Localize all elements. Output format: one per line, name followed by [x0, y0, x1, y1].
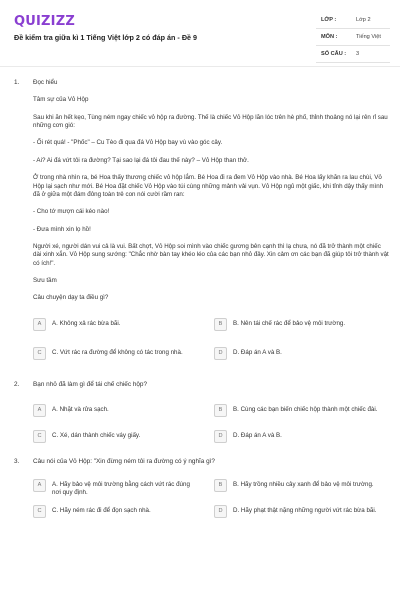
option-letter-box: C	[33, 347, 46, 360]
option-text: D. Hãy phạt thật nặng những người vứt rác bừa bãi.	[233, 507, 377, 514]
story-paragraph: Ở trong nhà nhìn ra, bé Hoa thấy thương chiếc vỏ hộp lắm. Bé Hoa đi ra đem Vỏ Hộp vào nhà. Bé Hoa lấy khăn ra lau chùi, Vỏ Hộp lại sạch như mới. Bé Hoa đặt chiếc Vỏ Hộp vào túi cùng những mảnh vải vụn. Vỏ Hộp ngủ một giấc, khi tỉnh dậy thấy mình đã ở giữa một đám đông toàn trẻ con nói cười rầm ran:	[33, 174, 384, 198]
option-letter-box: A	[33, 404, 46, 417]
option-text: B. Cùng các bạn biến chiếc hộp thành một chiếc đài.	[233, 406, 378, 413]
option-text: B. Nên tái chế rác để bảo vệ môi trường.	[233, 320, 346, 327]
meta-value: Lớp 2	[356, 17, 371, 23]
question-number: 1.	[14, 79, 20, 86]
section-label: Đọc hiểu	[33, 79, 58, 86]
question-body	[33, 79, 389, 312]
option-text: C. Xé, dán thành chiếc váy giấy.	[52, 432, 141, 439]
meta-row-subject	[316, 29, 390, 46]
question-prompt: Bạn nhỏ đã làm gì để tái chế chiếc hộp?	[33, 381, 148, 388]
option-letter-box: B	[214, 479, 227, 492]
option-letter-box: A	[33, 479, 46, 492]
meta-row-class	[316, 12, 390, 29]
meta-value: Tiếng Việt	[356, 34, 381, 40]
option-text: B. Hãy trồng nhiều cây xanh để bảo vệ môi trường.	[233, 481, 374, 488]
option-letter-box: B	[214, 404, 227, 417]
story-paragraph: - Ối rét quá! - "Phốc" – Cu Tèo đi qua đá Vỏ Hộp bay vù vào góc cây.	[33, 139, 223, 147]
worksheet-title: Đề kiểm tra giữa kì 1 Tiếng Việt lớp 2 có đáp án - Đề 9	[14, 33, 198, 42]
option-letter-box: C	[33, 430, 46, 443]
worksheet-header	[0, 0, 400, 66]
story-title: Tâm sự của Vỏ Hộp	[33, 96, 89, 104]
quizizz-logo: QUIZIZZ	[14, 14, 75, 29]
meta-table	[316, 12, 390, 63]
option-letter-box: D	[214, 430, 227, 443]
option-letter-box: D	[214, 347, 227, 360]
story-paragraph: - Ai? Ai đá vứt tôi ra đường? Tại sao lại đá tôi đau thế này? – Vỏ Hộp than thở.	[33, 156, 249, 164]
question-number: 3.	[14, 458, 20, 465]
header-divider	[0, 66, 400, 67]
story-paragraph: - Đưa mình xin lọ hồ!	[33, 225, 91, 233]
option-text: C. Vứt rác ra đường để không có tác trong nhà.	[52, 349, 183, 356]
question-body	[33, 458, 389, 467]
meta-value: 3	[356, 51, 360, 57]
option-letter-box: A	[33, 318, 46, 331]
option-text: C. Hãy ném rác đi để đọn sạch nhà.	[52, 507, 151, 514]
question-number: 2.	[14, 381, 20, 388]
option-text: A. Hãy bảo vệ môi trường bằng cách vứt rác đúng nơi quy định.	[52, 481, 190, 497]
meta-label: MÔN :	[321, 34, 338, 40]
option-letter-box: C	[33, 505, 46, 518]
question-prompt: Câu nói của Vỏ Hộp: "Xin đừng ném tôi ra đường có ý nghĩa gì?	[33, 458, 215, 465]
question-prompt: Câu chuyện dạy ta điều gì?	[33, 294, 109, 302]
option-text: D. Đáp án A và B.	[233, 432, 282, 439]
story-source: Sưu tầm	[33, 277, 57, 285]
option-letter-box: D	[214, 505, 227, 518]
meta-label: LỚP :	[321, 17, 337, 23]
option-text: A. Không xả rác bừa bãi.	[52, 320, 121, 327]
option-text: A. Nhặt và rửa sạch.	[52, 406, 109, 413]
story-paragraph: Sau khi ăn hết kẹo, Tùng ném ngay chiếc vỏ hộp ra đường. Thế là chiếc Vỏ Hộp lăn lóc trên hè phố, thỉnh thoảng nó lại rên rỉ sau những cơn gió:	[33, 113, 388, 130]
story-paragraph: - Cho tớ mượn cái kéo nào!	[33, 208, 110, 216]
question-body	[33, 381, 389, 390]
meta-label: SỐ CÂU :	[321, 51, 347, 57]
option-letter-box: B	[214, 318, 227, 331]
story-paragraph: Người xé, người dán vui cả là vui. Bất chợt, Vỏ Hộp soi mình vào chiếc gương bên cạnh thì lạ chưa, nó đã trở thành một chiếc dài xinh xắn. Vỏ Hộp sung sướng: "Chắc nhờ bàn tay khéo léo của các bạn nhỏ đây. Xin cảm ơn các bạn đã giúp tôi trở thành vật có ích!".	[33, 242, 389, 267]
meta-row-count	[316, 46, 390, 63]
option-text: D. Đáp án A và B.	[233, 349, 282, 356]
